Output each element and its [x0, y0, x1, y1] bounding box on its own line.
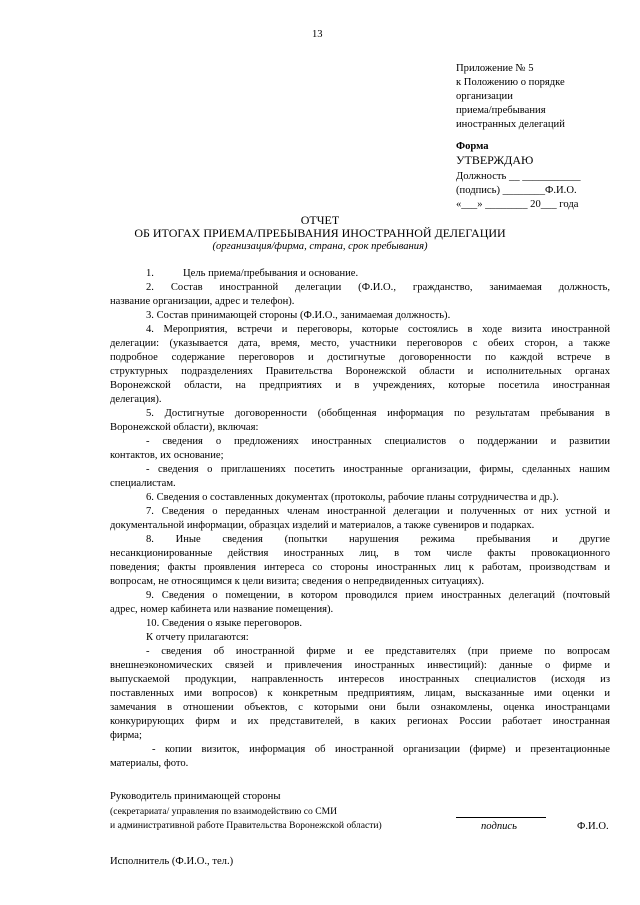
attachment-1-line-4: поставленных ими вопросов) к конкретным предприятиям, лицам, высказанные ими оценки и — [110, 688, 610, 699]
appendix-line-1: Приложение № 5 — [456, 63, 534, 74]
item-4-line-5: Воронежской области, на предприятиях и в учреждениях, которые посетила иностранная — [110, 380, 610, 391]
position-line: Должность __ ___________ — [456, 171, 581, 182]
attachment-1-line-1: - сведения об иностранной фирме и ее представителях (при приеме по вопросам — [146, 646, 610, 657]
attachment-2-line-2: материалы, фото. — [110, 758, 189, 769]
attachment-1-line-3: выпускаемой продукции, направленность интересов иностранных специалистов (исходя из — [110, 674, 610, 685]
form-label: Форма — [456, 141, 489, 152]
item-5-line-4: контактов, их основание; — [110, 450, 224, 461]
appendix-line-2: к Положению о порядке — [456, 77, 565, 88]
item-2-line-1: 2. Состав иностранной делегации (Ф.И.О., гражданство, занимаемая должность, — [146, 282, 610, 293]
attachment-1-line-5: замечания в отношении объектов, с которыми они были ознакомлены, оценка иностранцами — [110, 702, 610, 713]
signature-line: (подпись) ________Ф.И.О. — [456, 185, 577, 196]
item-5-line-3: - сведения о предложениях иностранных специалистов о поддержании и развитии — [146, 436, 610, 447]
item-5-line-2: Воронежской области), включая: — [110, 422, 259, 433]
signature-rule — [456, 817, 546, 818]
attachments-heading: К отчету прилагаются: — [146, 632, 249, 643]
item-1-number: 1. — [146, 268, 154, 279]
item-5-line-1: 5. Достигнутые договоренности (обобщенная информация по результатам пребывания в — [146, 408, 610, 419]
appendix-line-5: иностранных делегаций — [456, 119, 565, 130]
item-8-line-4: вопросам, не относящимся к цели визита; сведения о непредвиденных ситуациях). — [110, 576, 484, 587]
item-7-line-2: документальной информации, образцах изделий и материалов, а также сувениров и подарках. — [110, 520, 535, 531]
item-5-line-5: - сведения о приглашениях посетить иностранные организации, фирмы, сделанных нашим — [146, 464, 610, 475]
signatory-sub-1: (секретариата/ управления по взаимодействию со СМИ — [110, 806, 338, 817]
item-4-line-1: 4. Мероприятия, встречи и переговоры, которые состоялись в ходе визита иностранной — [146, 324, 610, 335]
item-4-line-3: подробное содержание переговоров и достигнутые договоренности по каждой встрече в — [110, 352, 610, 363]
item-8-line-3: поведения; факты проявления интереса со стороны иностранных лиц к работам, производствам и — [110, 562, 610, 573]
approve-label: УТВЕРЖДАЮ — [456, 153, 534, 167]
item-4-line-2: делегации: (указывается дата, время, место, участники переговоров с обеих сторон, а также — [110, 338, 610, 349]
item-3: 3. Состав принимающей стороны (Ф.И.О., занимаемая должность). — [146, 310, 451, 321]
item-7-line-1: 7. Сведения о переданных членам иностранной делегации и полученных от них устной и — [146, 506, 610, 517]
appendix-line-4: приема/пребывания — [456, 105, 546, 116]
attachment-2-line-1: - копии визиток, информация об иностранной организации (фирме) и презентационные — [152, 744, 610, 755]
item-9-line-1: 9. Сведения о помещении, в котором проводился прием иностранных делегаций (почтовый — [146, 590, 610, 601]
report-subtitle: (организация/фирма, страна, срок пребывания) — [212, 241, 428, 252]
item-1-text: Цель приема/пребывания и основание. — [183, 268, 359, 279]
appendix-line-3: организации — [456, 91, 513, 102]
date-line: «___» ________ 20___ года — [456, 199, 579, 210]
executor-line: Исполнитель (Ф.И.О., тел.) — [110, 856, 234, 867]
signature-caption: подпись — [481, 821, 517, 832]
item-6: 6. Сведения о составленных документах (протоколы, рабочие планы сотрудничества и др.). — [146, 492, 559, 503]
item-5-line-6: специалистам. — [110, 478, 176, 489]
item-4-line-4: структурных подразделениях Правительства Воронежской области и исполнительных органах — [110, 366, 610, 377]
item-8-line-1: 8. Иные сведения (попытки нарушения режима пребывания и другие — [146, 534, 610, 545]
item-9-line-2: адрес, номер кабинета или название помещения). — [110, 604, 334, 615]
attachment-1-line-6: конкурирующих фирм и их представителей, в каких регионах России работает иностранная — [110, 716, 610, 727]
signatory-sub-2: и административной работе Правительства Воронежской области) — [110, 820, 382, 831]
report-title-line-2: ОБ ИТОГАХ ПРИЕМА/ПРЕБЫВАНИЯ ИНОСТРАННОЙ ДЕЛЕГАЦИИ — [134, 226, 506, 240]
report-title: ОТЧЕТ — [300, 213, 340, 227]
attachment-1-line-7: фирма; — [110, 730, 142, 741]
item-2-line-2: название организации, адрес и телефон). — [110, 296, 295, 307]
page-number: 13 — [312, 29, 323, 40]
signatory-fio: Ф.И.О. — [577, 821, 609, 832]
attachment-1-line-2: внешнеэкономических связей и привлечения иностранных инвестиций): данные о фирме и — [110, 660, 610, 671]
item-4-line-6: делегация). — [110, 394, 162, 405]
item-8-line-2: несанкционированные действия иностранных лиц, в том числе факты провокационного — [110, 548, 610, 559]
item-10: 10. Сведения о языке переговоров. — [146, 618, 302, 629]
signatory-heading: Руководитель принимающей стороны — [110, 791, 281, 802]
